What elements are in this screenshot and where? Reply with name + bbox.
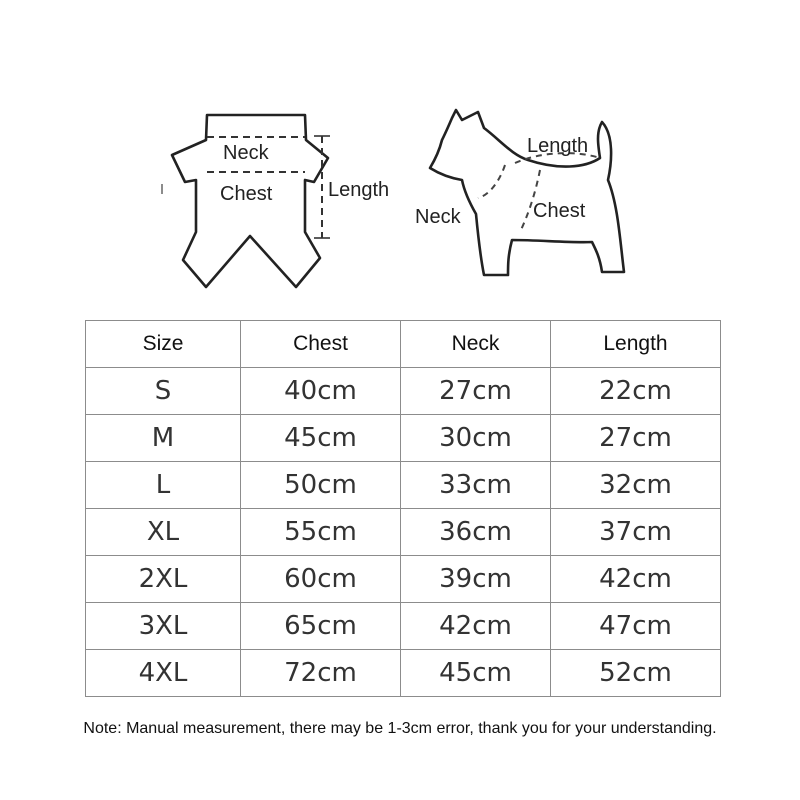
size-cell: L: [86, 462, 241, 509]
header-neck: Neck: [401, 321, 551, 368]
chest-cell: 72cm: [241, 650, 401, 697]
table-row: [86, 509, 721, 556]
chest-cell: 60cm: [241, 556, 401, 603]
neck-cell: 30cm: [401, 415, 551, 462]
garment-neck-label: Neck: [223, 142, 269, 164]
length-cell: 47cm: [551, 603, 721, 650]
size-cell: 3XL: [86, 603, 241, 650]
table-row: [86, 368, 721, 415]
length-cell: 22cm: [551, 368, 721, 415]
chest-cell: 55cm: [241, 509, 401, 556]
neck-cell: 27cm: [401, 368, 551, 415]
chest-cell: 50cm: [241, 462, 401, 509]
neck-cell: 33cm: [401, 462, 551, 509]
dog-length-label: Length: [527, 135, 589, 157]
measurement-diagram: [0, 0, 800, 310]
size-cell: 2XL: [86, 556, 241, 603]
table-row: [86, 462, 721, 509]
length-cell: 42cm: [551, 556, 721, 603]
length-cell: 37cm: [551, 509, 721, 556]
size-cell: XL: [86, 509, 241, 556]
garment-chest-label: Chest: [220, 183, 273, 205]
neck-cell: 42cm: [401, 603, 551, 650]
neck-cell: 36cm: [401, 509, 551, 556]
dog-neck-label: Neck: [415, 206, 461, 228]
neck-cell: 39cm: [401, 556, 551, 603]
measurement-illustration: [0, 0, 800, 310]
size-cell: S: [86, 368, 241, 415]
size-chart-table: [85, 320, 721, 697]
length-cell: 52cm: [551, 650, 721, 697]
measurement-note: Note: Manual measurement, there may be 1-3cm error, thank you for your understanding.: [83, 720, 717, 737]
chest-cell: 45cm: [241, 415, 401, 462]
neck-cell: 45cm: [401, 650, 551, 697]
table-row: [86, 415, 721, 462]
chest-cell: 40cm: [241, 368, 401, 415]
dog-chest-label: Chest: [533, 200, 586, 222]
table-row: [86, 556, 721, 603]
garment-length-label: Length: [328, 179, 390, 201]
length-cell: 32cm: [551, 462, 721, 509]
table-row: [86, 650, 721, 697]
size-cell: 4XL: [86, 650, 241, 697]
chest-cell: 65cm: [241, 603, 401, 650]
size-cell: M: [86, 415, 241, 462]
header-chest: Chest: [241, 321, 401, 368]
header-length: Length: [551, 321, 721, 368]
header-size: Size: [86, 321, 241, 368]
table-row: [86, 603, 721, 650]
table-header-row: [86, 321, 721, 368]
length-cell: 27cm: [551, 415, 721, 462]
